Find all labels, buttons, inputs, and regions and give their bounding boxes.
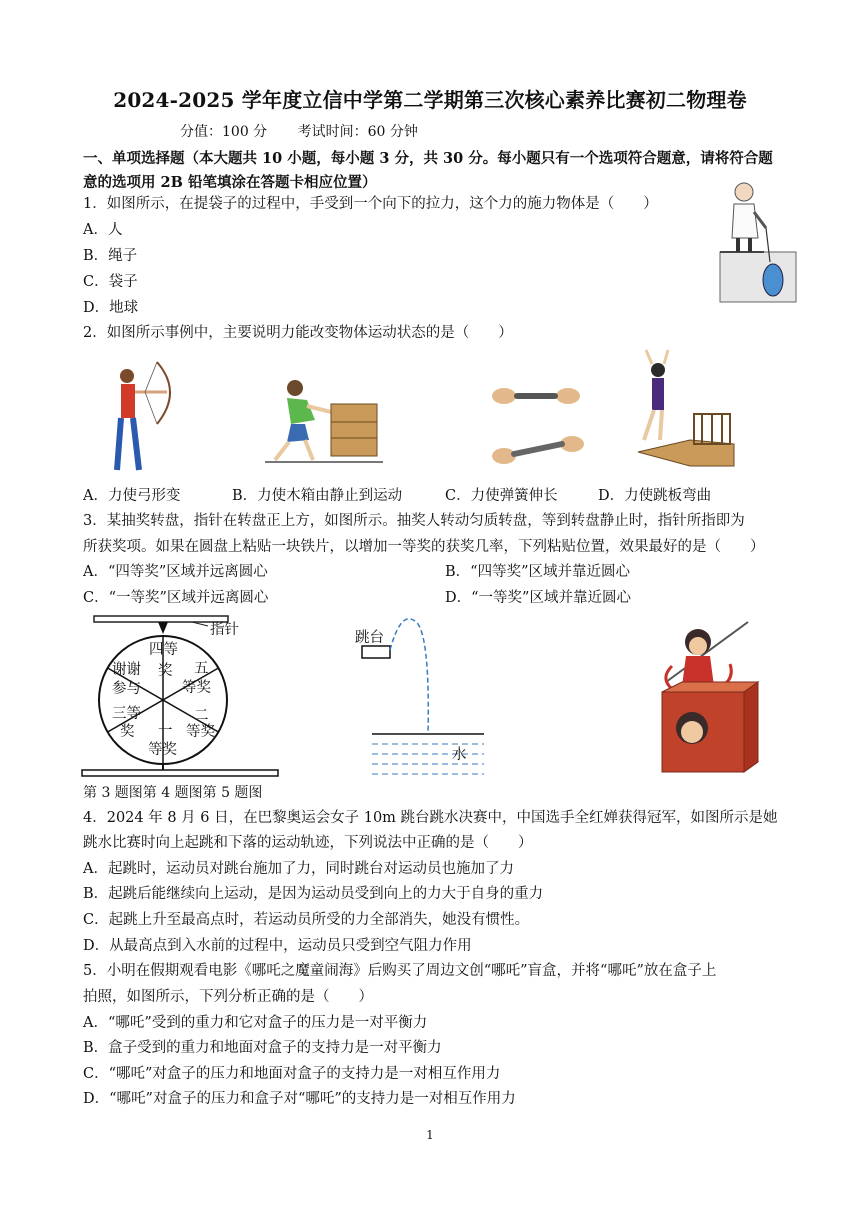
figure-captions: 第 3 题图第 4 题图第 5 题图	[83, 785, 263, 801]
page-title: 2024-2025 学年度立信中学第二学期第三次核心素养比赛初二物理卷	[113, 88, 747, 112]
q4-option-c: C．起跳上升至最高点时，若运动员所受的力全部消失，她没有惯性。	[83, 912, 530, 928]
wheel-pointer-label: 指针	[210, 622, 239, 638]
page-number: 1	[426, 1128, 434, 1142]
q2-figure-archer	[105, 358, 185, 478]
q3-option-c: C．“一等奖”区域并远离圆心	[83, 590, 269, 606]
q5-stem-line2: 拍照，如图所示，下列分析正确的是（ ）	[83, 989, 373, 1005]
q4-option-a: A．起跳时，运动员对跳台施加了力，同时跳台对运动员也施加了力	[83, 861, 514, 877]
q5-option-a: A．“哪吒”受到的重力和它对盒子的压力是一对平衡力	[83, 1015, 428, 1031]
q2-figure-diving-board	[630, 348, 742, 472]
q5-figure-nezha-box	[652, 620, 762, 780]
q5-option-b: B．盒子受到的重力和地面对盒子的支持力是一对平衡力	[83, 1040, 442, 1056]
dive-platform-label: 跳台	[355, 630, 384, 646]
wheel-sector-3rd-a: 三等	[112, 706, 141, 722]
q1-option-b: B．绳子	[83, 248, 138, 264]
q2-option-c: C．力使弹簧伸长	[445, 488, 558, 504]
score-label: 分值：100 分	[180, 124, 268, 140]
exam-meta	[180, 121, 444, 141]
q5-option-c: C．“哪吒”对盒子的压力和地面对盒子的支持力是一对相互作用力	[83, 1066, 501, 1082]
wheel-sector-4th-a: 四等	[149, 642, 178, 658]
q2-figure-spring	[490, 382, 586, 468]
q3-option-b: B．“四等奖”区域并靠近圆心	[445, 564, 630, 580]
q5-stem-line1: 5．小明在假期观看电影《哪吒之魔童闹海》后购买了周边文创“哪吒”盲盒，并将“哪吒”放在盒子上	[83, 963, 717, 979]
wheel-sector-thanks-b: 参与	[112, 681, 141, 697]
q1-option-d: D．地球	[83, 300, 139, 316]
q2-stem: 2．如图所示事例中，主要说明力能改变物体运动状态的是（ ）	[83, 325, 513, 341]
q1-option-c: C．袋子	[83, 274, 138, 290]
section-heading: 一、单项选择题（本大题共 10 小题，每小题 3 分，共 30 分。每小题只有一个选项符合题意，请将符合题意的选项用 2B 铅笔填涂在答题卡相应位置）	[83, 150, 773, 191]
wheel-sector-thanks-a: 谢谢	[112, 662, 141, 678]
q1-figure-lifting-bag	[718, 178, 798, 304]
wheel-sector-5th-a: 五	[194, 661, 209, 677]
wheel-sector-4th-b: 奖	[158, 663, 173, 679]
q2-option-b: B．力使木箱由静止到运动	[232, 488, 403, 504]
q4-option-d: D．从最高点到入水前的过程中，运动员只受到空气阻力作用	[83, 938, 472, 954]
q1-option-a: A．人	[83, 222, 123, 238]
wheel-sector-5th-b: 等奖	[182, 680, 211, 696]
q3-option-a: A．“四等奖”区域并远离圆心	[83, 564, 268, 580]
q3-stem-line1: 3．某抽奖转盘，指针在转盘正上方，如图所示。抽奖人转动匀质转盘，等到转盘静止时，指针所指即为	[83, 513, 745, 529]
q2-figure-pushing-box	[265, 378, 385, 468]
q4-stem-line2: 跳水比赛时向上起跳和下落的运动轨迹，下列说法中正确的是（ ）	[83, 835, 533, 851]
wheel-sector-3rd-b: 奖	[120, 724, 135, 740]
wheel-sector-2nd-a: 二	[194, 708, 209, 724]
q3-stem-line2: 所获奖项。如果在圆盘上粘贴一块铁片，以增加一等奖的获奖几率，下列粘贴位置，效果最好的是（ ）	[83, 539, 765, 555]
q3-option-d: D．“一等奖”区域并靠近圆心	[445, 590, 631, 606]
dive-water-label: 水	[452, 747, 467, 763]
wheel-sector-1st-a: 一	[158, 723, 173, 739]
q1-stem: 1．如图所示，在提袋子的过程中，手受到一个向下的拉力，这个力的施力物体是（ ）	[83, 196, 658, 212]
time-label: 考试时间：60 分钟	[297, 124, 418, 140]
wheel-sector-2nd-b: 等奖	[186, 724, 215, 740]
q4-option-b: B．起跳后能继续向上运动，是因为运动员受到向上的力大于自身的重力	[83, 886, 544, 902]
q2-option-a: A．力使弓形变	[83, 488, 181, 504]
wheel-sector-1st-b: 等奖	[148, 742, 177, 758]
q4-stem-line1: 4．2024 年 8 月 6 日，在巴黎奥运会女子 10m 跳台跳水决赛中，中国选手全红婵获得冠军，如图所示是她	[83, 810, 778, 826]
q5-option-d: D．“哪吒”对盒子的压力和盒子对“哪吒”的支持力是一对相互作用力	[83, 1091, 516, 1107]
q2-option-d: D．力使跳板弯曲	[598, 488, 712, 504]
